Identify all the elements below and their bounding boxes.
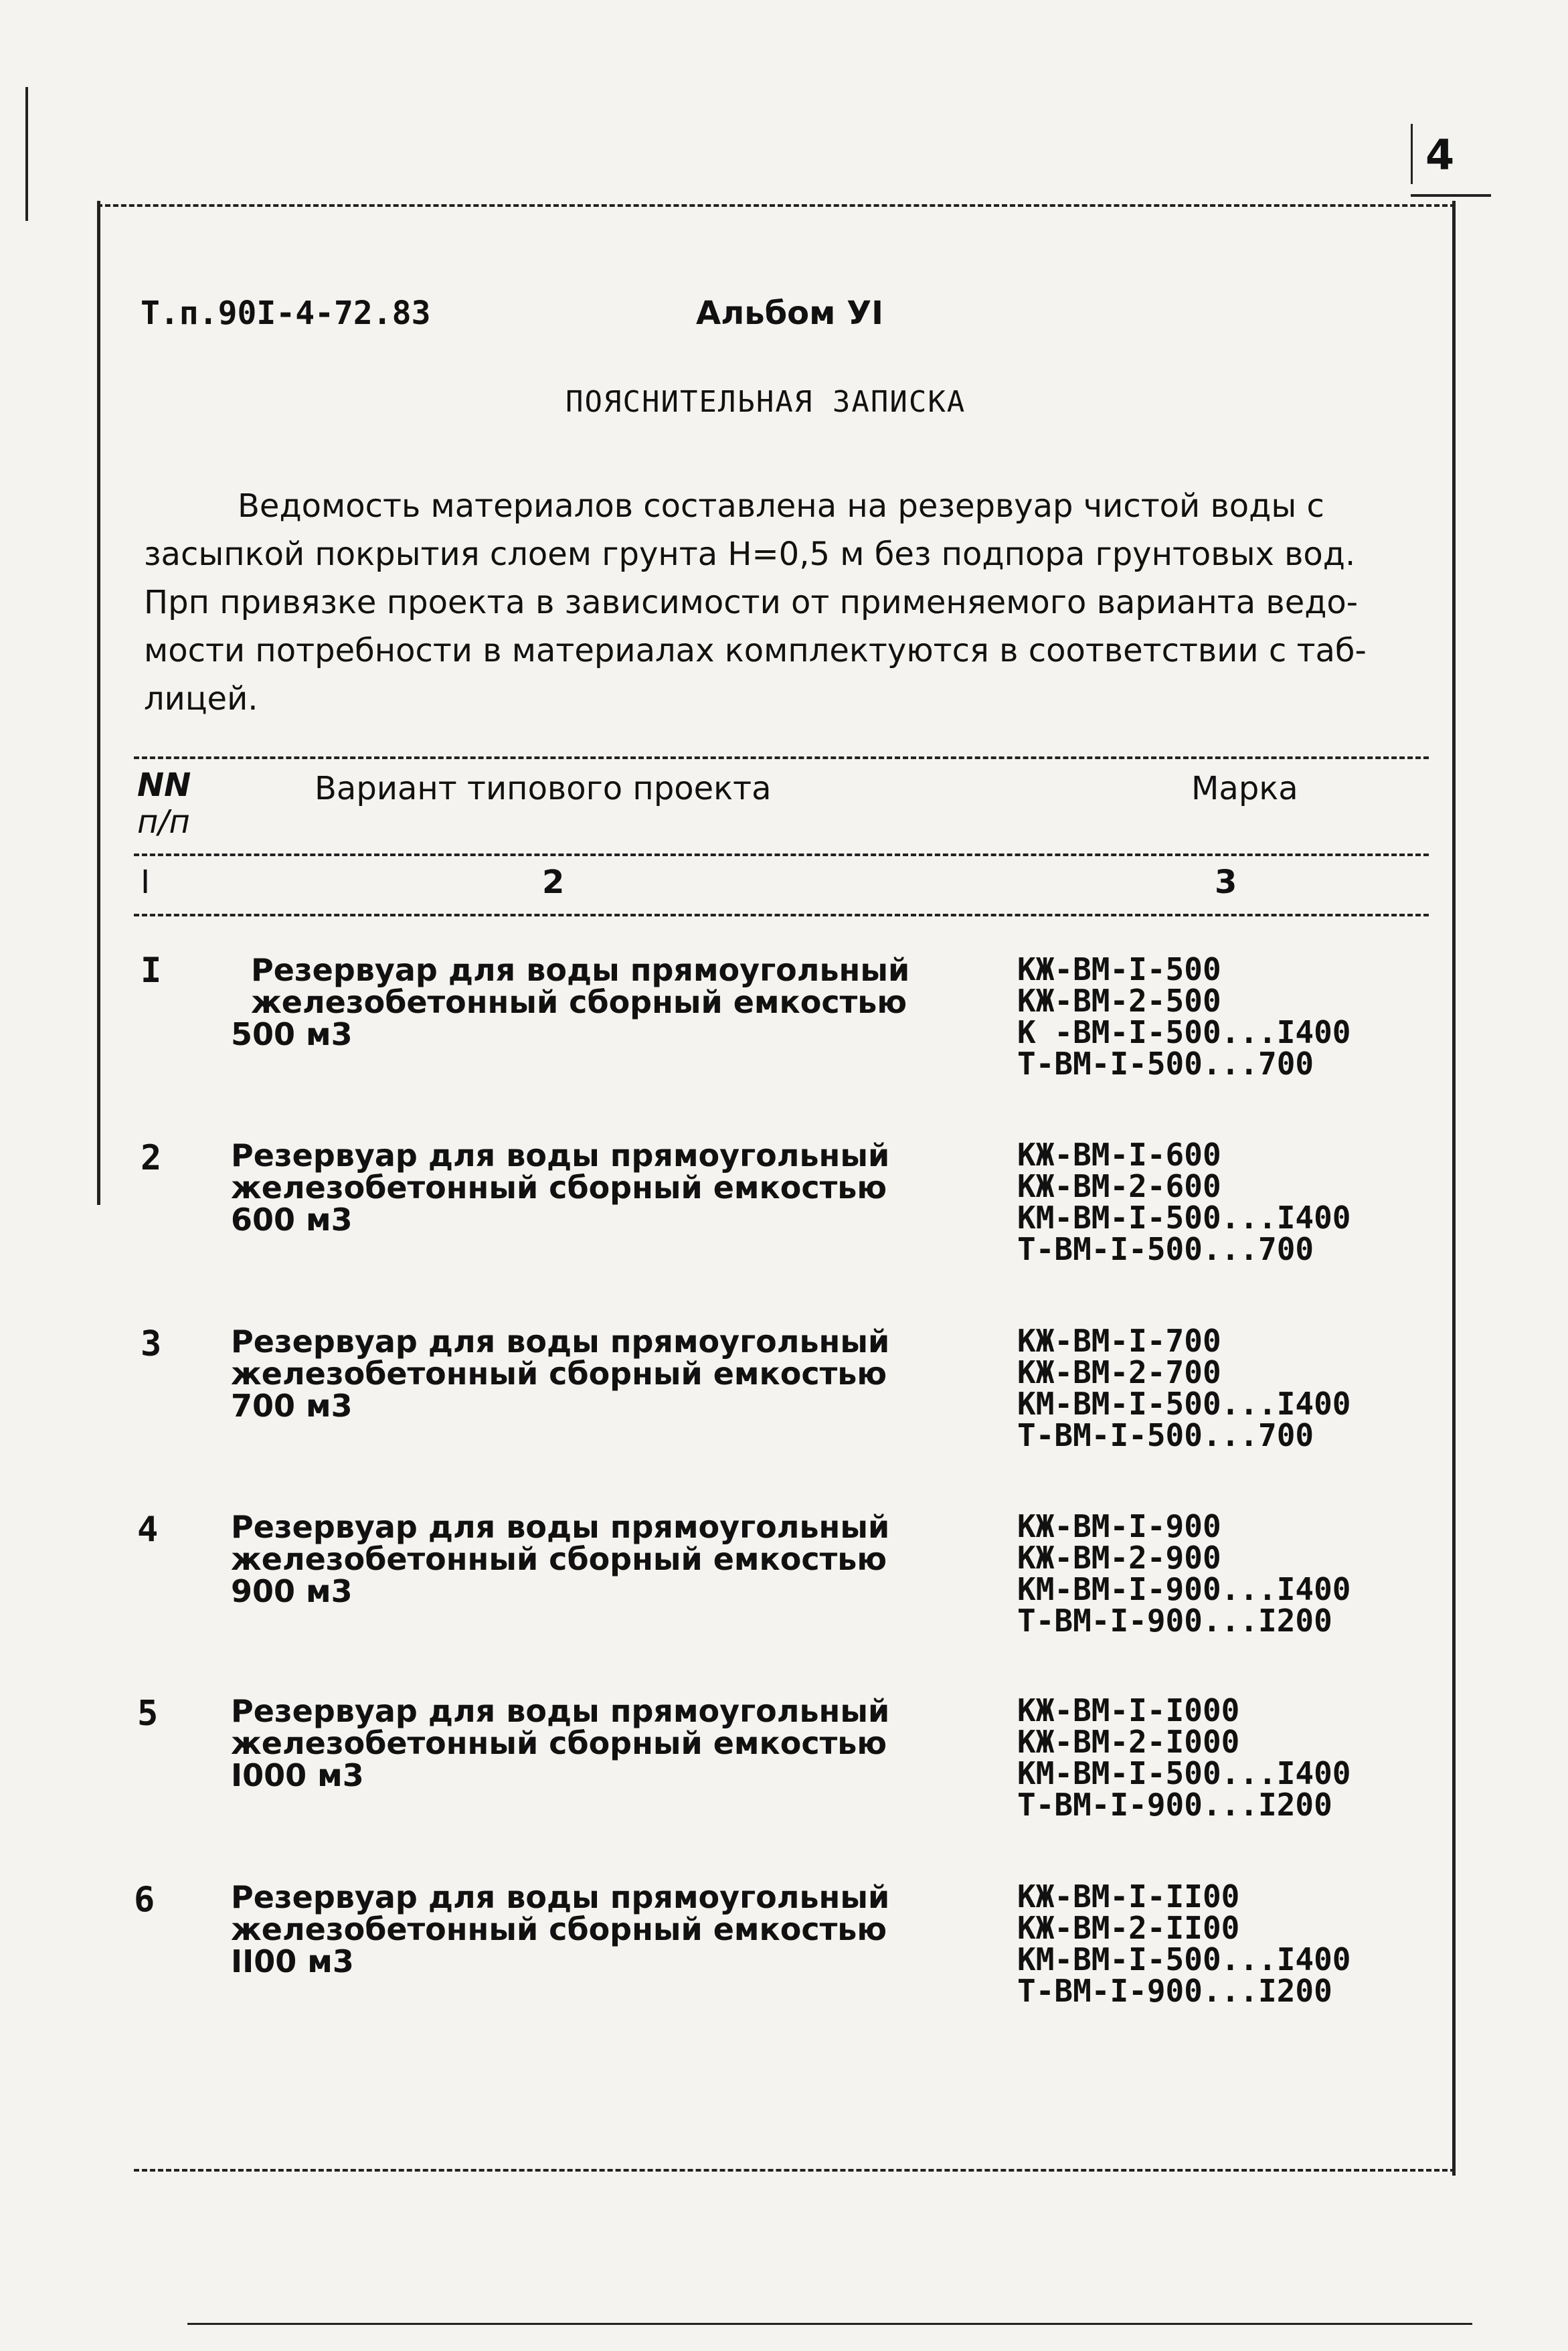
row-marks: КЖ-ВМ-I-700 КЖ-ВМ-2-700 КМ-ВМ-I-500...I400 Т-ВМ-I-500...700 — [1017, 1323, 1351, 1453]
row-number: 6 — [134, 1880, 155, 1920]
header-mark: Марка — [1191, 770, 1298, 807]
paragraph-line: засыпкой покрытия слоем грунта Н=0,5 м без подпора грунтовых вод. — [144, 536, 1356, 573]
sheet-number: 4 — [1425, 131, 1455, 179]
row-number: 4 — [137, 1510, 159, 1550]
row-marks: КЖ-ВМ-I-900 КЖ-ВМ-2-900 КМ-ВМ-I-900...I400 Т-ВМ-I-900...I200 — [1017, 1508, 1351, 1639]
row-description: Резервуар для воды прямоугольный железобетонный сборный емкостью 700 м3 — [231, 1323, 890, 1424]
column-number-1: I — [141, 864, 151, 901]
page-frame-bottom — [134, 2169, 1456, 2172]
row-marks: КЖ-ВМ-I-500 КЖ-ВМ-2-500 К -ВМ-I-500...I400 Т-ВМ-I-500...700 — [1017, 951, 1351, 1082]
header-num-top: NN — [137, 766, 191, 804]
row-number: 3 — [141, 1324, 162, 1364]
sheet-number-box-line — [1411, 124, 1413, 184]
explanatory-paragraph — [144, 482, 1415, 723]
binding-line — [187, 2323, 1472, 2325]
row-marks: КЖ-ВМ-I-II00 КЖ-ВМ-2-II00 КМ-ВМ-I-500...I400 Т-ВМ-I-900...I200 — [1017, 1878, 1351, 2009]
table-top-rule — [134, 756, 1429, 759]
row-description: Резервуар для воды прямоугольный железобетонный сборный емкостью 600 м3 — [231, 1137, 890, 1238]
margin-mark-top — [25, 87, 28, 221]
header-rule — [134, 854, 1429, 856]
column-number-2: 2 — [542, 864, 565, 901]
column-number-3: 3 — [1215, 864, 1237, 901]
header-num-bottom: п/п — [137, 803, 190, 841]
paragraph-line: лицей. — [144, 680, 258, 718]
row-marks: КЖ-ВМ-I-I000 КЖ-ВМ-2-I000 КМ-ВМ-I-500...I400 Т-ВМ-I-900...I200 — [1017, 1692, 1351, 1823]
header-variant: Вариант типового проекта — [315, 770, 772, 807]
page-frame-top — [97, 204, 1456, 207]
row-number: 2 — [141, 1138, 162, 1178]
page-frame-right — [1452, 201, 1456, 2176]
column-number-rule — [134, 914, 1429, 916]
page-title: ПОЯСНИТЕЛЬНАЯ ЗАПИСКА — [565, 385, 966, 419]
paragraph-line: Прп привязке проекта в зависимости от применяемого варианта ведо- — [144, 584, 1359, 621]
album-label: Альбом УI — [696, 295, 883, 332]
sheet-number-underline — [1411, 194, 1491, 197]
paragraph-line: мости потребности в материалах комплектуются в соответствии с таб- — [144, 632, 1367, 669]
row-number: I — [141, 951, 162, 991]
page-frame-left — [97, 201, 100, 1205]
row-number: 5 — [137, 1694, 159, 1734]
row-description: Резервуар для воды прямоугольный железобетонный сборный емкостью 900 м3 — [231, 1509, 890, 1609]
row-description: Резервуар для воды прямоугольный железобетонный сборный емкостью 500 м3 — [231, 952, 910, 1052]
row-marks: КЖ-ВМ-I-600 КЖ-ВМ-2-600 КМ-ВМ-I-500...I400 Т-ВМ-I-500...700 — [1017, 1137, 1351, 1267]
paragraph-line: Ведомость материалов составлена на резервуар чистой воды с — [238, 487, 1324, 525]
row-description: Резервуар для воды прямоугольный железобетонный сборный емкостью I000 м3 — [231, 1693, 890, 1793]
document-code: Т.п.90I-4-72.83 — [141, 295, 431, 332]
row-description: Резервуар для воды прямоугольный железобетонный сборный емкостью II00 м3 — [231, 1879, 890, 1979]
